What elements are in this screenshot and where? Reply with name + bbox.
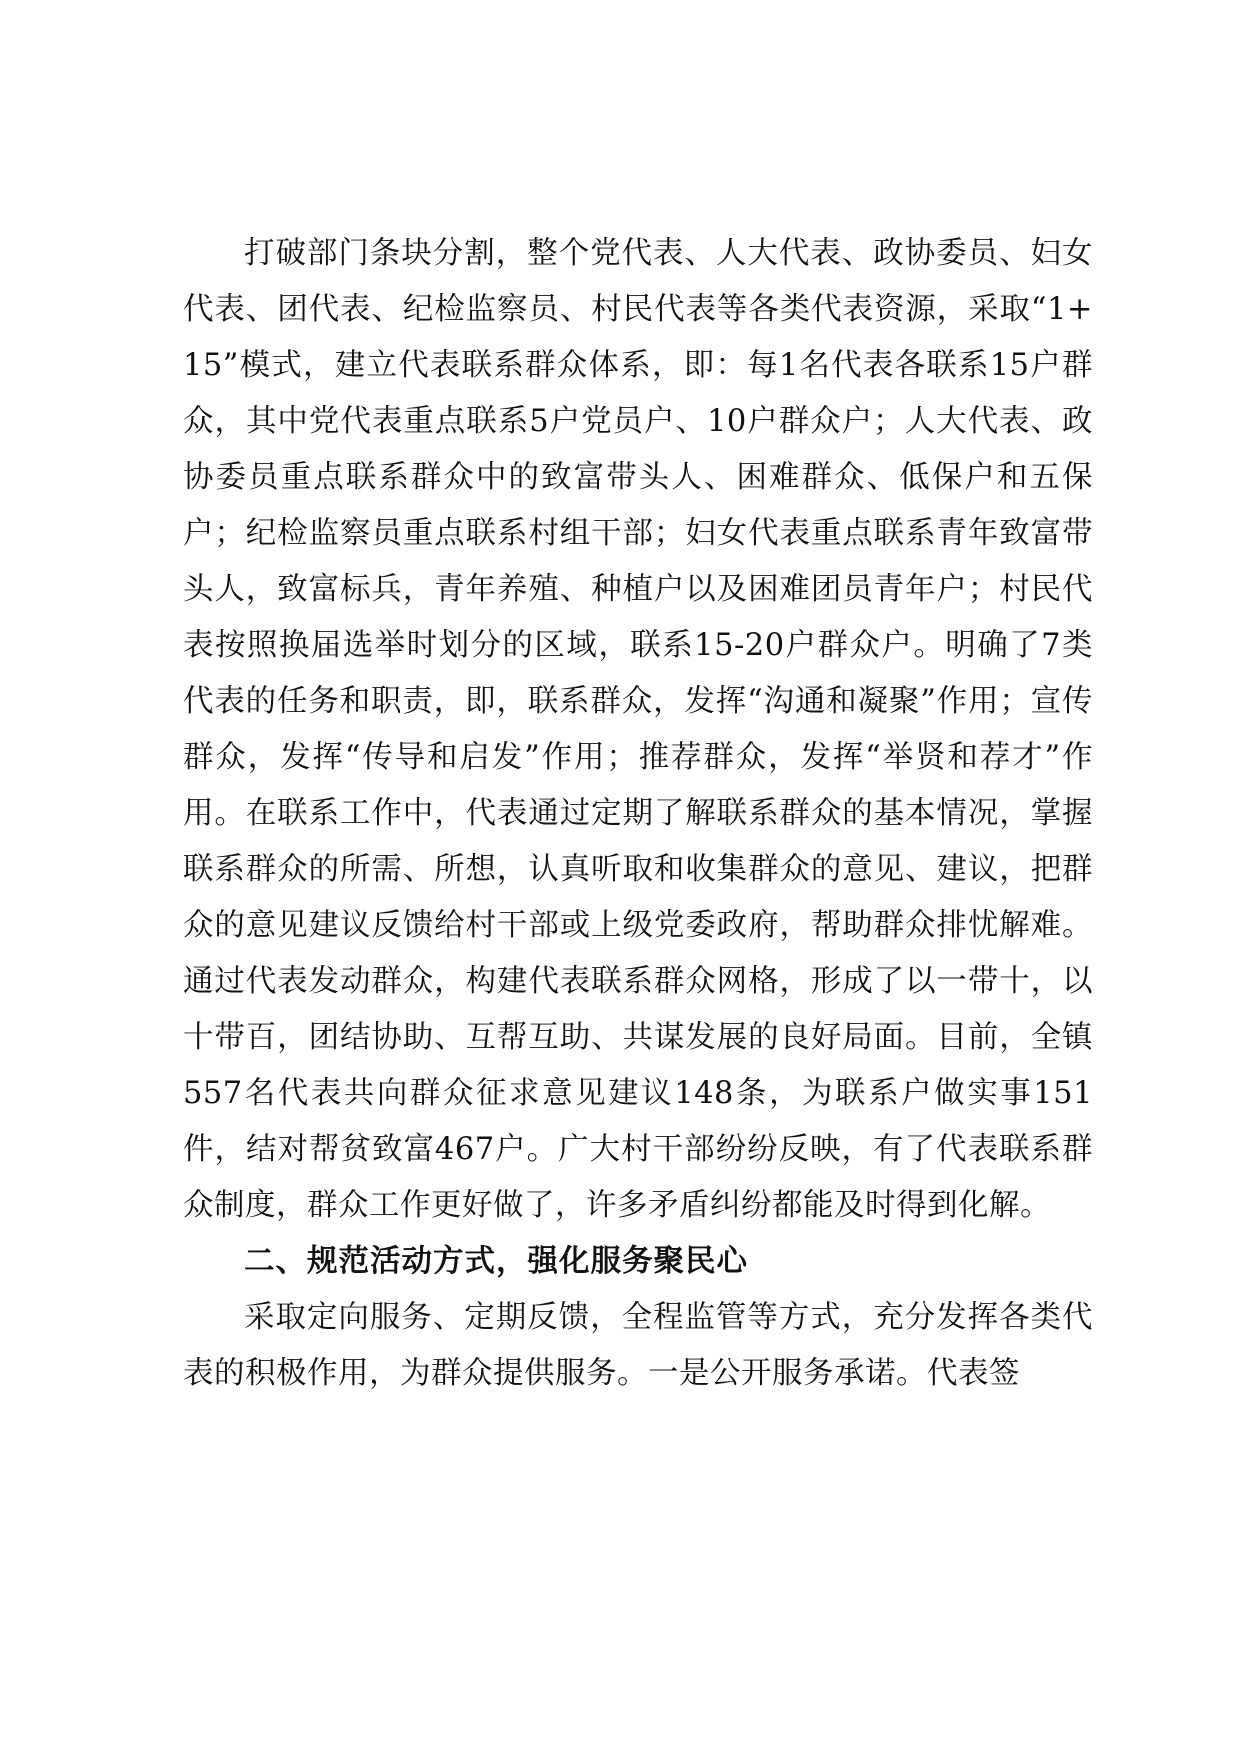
body-paragraph: 打破部门条块分割，整个党代表、人大代表、政协委员、妇女代表、团代表、纪检监察员、村民代表等各类代表资源，采取“1+15”模式，建立代表联系群众体系，即：每1名代表各联系15户群众，其中党代表重点联系5户党员户、10户群众户；人大代表、政协委员重点联系群众中的致富带头人、困难群众、低保户和五保户；纪检监察员重点联系村组干部；妇女代表重点联系青年致富带头人，致富标兵，青年养殖、种植户以及困难团员青年户；村民代表按照换届选举时划分的区域，联系15-20户群众户。明确了7类代表的任务和职责，即，联系群众，发挥“沟通和凝聚”作用；宣传群众，发挥“传导和启发”作用；推荐群众，发挥“举贤和荐才”作用。在联系工作中，代表通过定期了解联系群众的基本情况，掌握联系群众的所需、所想，认真听取和收集群众的意见、建议，把群众的意见建议反馈给村干部或上级党委政府，帮助群众排忧解难。通过代表发动群众，构建代表联系群众网格，形成了以一带十，以十带百，团结协助、互帮互助、共谋发展的良好局面。目前，全镇557名代表共向群众征求意见建议148条，为联系户做实事151件，结对帮贫致富467户。广大村干部纷纷反映，有了代表联系群众制度，群众工作更好做了，许多矛盾纠纷都能及时得到化解。 bbox=[183, 236, 1093, 1223]
section-heading: 二、规范活动方式，强化服务聚民心 bbox=[244, 1244, 748, 1279]
document-body bbox=[183, 226, 1093, 1402]
body-paragraph: 采取定向服务、定期反馈，全程监管等方式，充分发挥各类代表的积极作用，为群众提供服务。一是公开服务承诺。代表签 bbox=[183, 1300, 1093, 1391]
